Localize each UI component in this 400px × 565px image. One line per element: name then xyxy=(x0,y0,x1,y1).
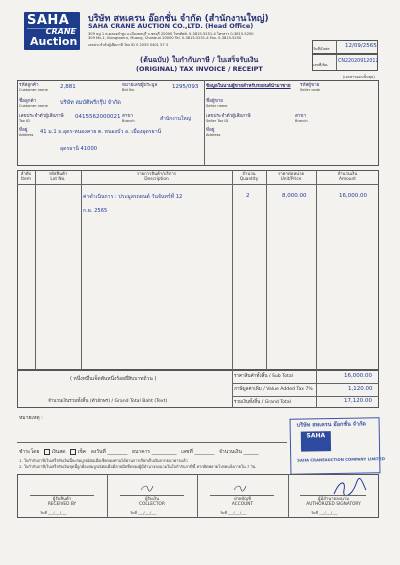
payment-row: ชำระโดย เงินสด เช็ค ลงวันที่ ________ ธนาคาร __________ เลขที่ ________ จำนวนเงิน ______ xyxy=(19,449,259,455)
bid-label: หมายเลขผู้ประมูล xyxy=(122,83,158,88)
company-address-en: 309 Mu.1, Klongtamru, Muang, Chonburi 20000 Tel. 0-3815-5251-4 Fax. 0-3815-5250 xyxy=(88,36,242,40)
col-item: ลำดับ Item xyxy=(20,172,32,182)
seller-code-label: รหัสผู้ขาย xyxy=(300,83,320,88)
customer-addr-label: ที่อยู่ xyxy=(19,128,28,133)
sig-received-by: ผู้รับสินค้า RECEIVED BY xyxy=(47,497,77,507)
company-logo: SAHA CRANE Auction xyxy=(24,12,80,50)
date-value: 12/09/2565 xyxy=(345,43,377,49)
page-note: (เอกสารออกเป็นชุด) xyxy=(343,75,375,79)
total-in-words: ( หนึ่งหมื่นเจ็ดพันหนึ่งร้อยยี่สิบบาทถ้วน ) xyxy=(70,376,157,382)
col-amount: จำนวนเงิน Amount xyxy=(337,172,358,182)
col-description: รายการสินค้า/บริการ Description xyxy=(136,172,177,182)
col-quantity: จำนวน Quantity xyxy=(239,172,259,182)
row-amount: 16,000.00 xyxy=(339,193,367,199)
customer-tax-label: เลขประจำตัวผู้เสียภาษี xyxy=(19,114,64,119)
grand-total-value: 17,120.00 xyxy=(344,398,372,404)
customer-name-label: ชื่อลูกค้า xyxy=(19,99,37,104)
company-address-th: 309 หมู่ 1 ต.คลองคำสูง อ.เมืองชลบุรี จ.ชลบุรี 20000 โทรศัพท์. 0-3815-5251-4 โทรสาร 0-3815-5250 xyxy=(88,32,254,36)
bid-value: 1295/093 xyxy=(172,84,199,90)
cheque-checkbox[interactable] xyxy=(70,449,76,455)
row-unit-price: 8,000.00 xyxy=(282,193,307,199)
row-description-2: ก.ย. 2565 xyxy=(83,208,108,214)
initials-collector xyxy=(140,484,154,492)
customer-seller-box xyxy=(17,80,379,166)
seller-addr-label: ที่อยู่ xyxy=(206,128,215,133)
vat-value: 1,120.00 xyxy=(348,386,373,392)
date-label: วันที่/Date xyxy=(313,47,330,51)
customer-code-label: รหัสลูกค้า xyxy=(19,83,39,88)
number-label: เลขที่/No. xyxy=(313,63,329,67)
vat-label: ภาษีมูลค่าเพิ่ม / Value Added Tax 7% xyxy=(234,387,313,392)
doc-title-th: (ต้นฉบับ) ใบกำกับภาษี / ใบเสร็จรับเงิน xyxy=(140,56,259,64)
seller-header: ข้อมูลในนามผู้ขายสำหรับรถยนต์นำมาขาย xyxy=(206,84,291,89)
customer-addr-value: 41 ม.1 ถ.อุดร-หนองคาย ต. หนองบัว อ. เมืองอุดรธานี xyxy=(40,129,162,135)
table-row xyxy=(83,193,182,215)
col-unit-price: ราคาต่อหน่วย Unit/Price xyxy=(277,172,305,182)
customer-branch-value: สำนักงานใหญ่ xyxy=(160,116,191,122)
company-tax-id: เลขประจำตัวผู้เสียภาษี Tax ID 0 2055 5401 57 3 xyxy=(88,43,169,47)
note-1: 1. ใบกำกับภาษี/ใบเสร็จรับเงินนี้จะสมบูรณ์ต่อเมื่อเช็คของท่านได้ผ่านการเรียกเก็บเงินจากธนาคารแล้ว xyxy=(19,458,188,463)
seller-branch-label: สาขา xyxy=(295,114,307,119)
grand-total-label: รวมเงินทั้งสิ้น / Grand Total xyxy=(234,400,291,405)
customer-name-value: บริษัท สมบัติพรีกรุ๊ป จำกัด xyxy=(60,100,121,106)
sig-account: ฝ่ายบัญชี ACCOUNT xyxy=(231,497,254,507)
sig-date-4: วันที่ ___/___/___ xyxy=(311,511,338,515)
remark-label: หมายเหตุ : xyxy=(19,415,43,421)
cash-checkbox[interactable] xyxy=(44,449,50,455)
company-name-th: บริษัท สหเครน อ๊อกชั่น จำกัด (สำนักงานใหญ่) xyxy=(88,14,269,24)
note-2: 2. ใบกำกับภาษี/ใบเสร็จรับเงินชุดนี้ถูกต้องสมบูรณ์ต่อเมื่อมีลายมือชื่อของผู้มีอำนาจลงนามในใบกำกับภาษีนี้ หากผิดพลาดโปรดแจ้งภายใน 7 วัน xyxy=(19,464,256,469)
customer-branch-label: สาขา xyxy=(122,114,134,119)
sig-date-2: วันที่ ___/___/___ xyxy=(130,511,157,515)
company-stamp: บริษัท สหเครน อ๊อกชั่น จำกัด SAHA SAHA CRANEAUCTION COMPANY LIMITED xyxy=(290,417,381,475)
seller-name-label: ชื่อผู้ขาย xyxy=(206,99,223,104)
initials-account xyxy=(233,484,247,492)
company-name-en: SAHA CRANE AUCTION CO.,LTD. (Head Office) xyxy=(88,22,254,30)
customer-code-value: 2,881 xyxy=(60,84,76,90)
subtotal-label: ราคาสินค้าทั้งสิ้น / Sub Total xyxy=(234,374,293,379)
total-words-label: จำนวนเงินรวมทั้งสิ้น (ตัวอักษร) / Grand Total Baht (Text) xyxy=(48,399,168,404)
customer-addr-value2: อุดรธานี 41000 xyxy=(60,146,98,152)
row-description-1: ค่าดำเนินการ : ประมูลรถยนต์ วันจันทร์ที่ 12 xyxy=(83,194,183,200)
col-lot: รหัสสินค้า Lot No. xyxy=(48,172,68,182)
doc-title-en: (ORIGINAL) TAX INVOICE / RECEIPT xyxy=(136,65,263,73)
sig-authorized: ผู้มีอำนาจลงนาม AUTHORIZED SIGNATORY xyxy=(306,497,361,507)
number-value: CN22020912012 xyxy=(338,59,379,64)
items-table xyxy=(17,170,379,370)
customer-tax-value: 0415562000021 xyxy=(75,114,121,120)
seller-tax-label: เลขประจำตัวผู้เสียภาษี xyxy=(206,114,251,119)
row-quantity: 2 xyxy=(246,193,250,199)
sig-collector: ผู้รับเงิน COLLECTOR xyxy=(139,497,165,507)
sig-date-1: วันที่ ___/___/___ xyxy=(40,511,67,515)
sig-date-3: วันที่ ___/___/___ xyxy=(220,511,247,515)
subtotal-value: 16,000.00 xyxy=(344,373,372,379)
